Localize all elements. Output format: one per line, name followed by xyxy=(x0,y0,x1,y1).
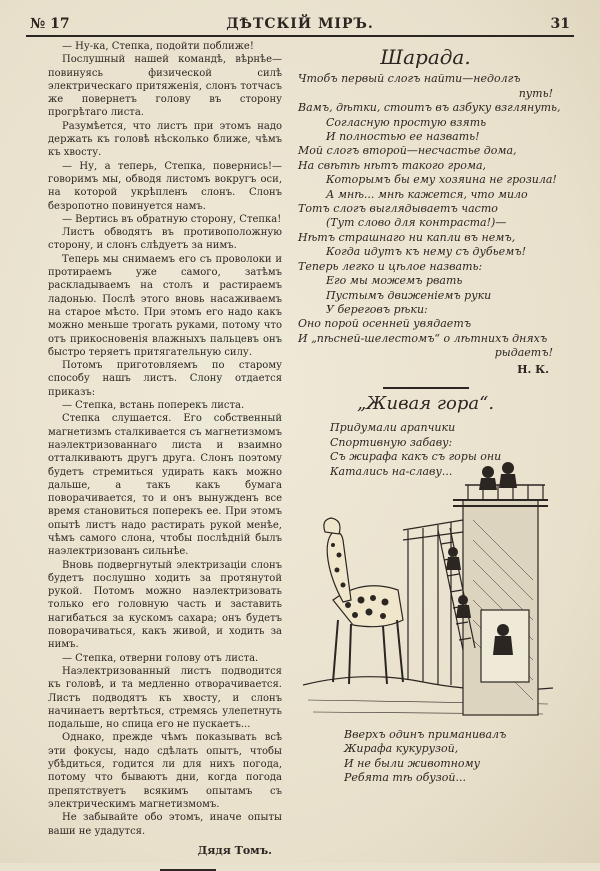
giraffe-illustration xyxy=(303,460,553,722)
paragraph: — Степка, отверни голову отъ листа. xyxy=(62,652,259,664)
verse-line: Которымъ бы ему хозяина не грозила! xyxy=(326,173,557,187)
paragraph: Послушный нашей командѣ, вѣрнѣе—повинуясь физической силѣ электрическаго притяженія, слонъ тотчасъ же повернетъ голову въ сторону прогрѣтаго листа. xyxy=(48,54,282,119)
paragraph: Листъ обводятъ въ противоположную сторону, и слонъ слѣдуетъ за нимъ. xyxy=(48,227,282,252)
verse-line: И не были животному xyxy=(344,756,481,770)
verse-line: (Тут слово для контраста!)— xyxy=(326,216,507,230)
verse-line: И „пѣсней-шелестомъ“ о лѣтнихъ дняхъ xyxy=(298,331,548,345)
section-rule xyxy=(383,387,469,389)
paragraph: Однако, прежде чѣмъ показывать всѣ эти фокусы, надо сдѣлать опытъ, чтобы убѣдиться, годится ли для нихъ погода, потому что бываютъ дни, когда погода препятствуетъ всякимъ опытамъ съ электрическимъ магнетизмомъ. xyxy=(48,732,282,810)
verse-line: Тотъ слогъ выглядываетъ часто xyxy=(298,202,498,216)
verse-line: Пустымъ движеніемъ руки xyxy=(326,288,492,302)
verse-line: Вамъ, дѣтки, стоитъ въ азбуку взглянуть, xyxy=(298,101,561,115)
poem-verse-bottom xyxy=(344,728,559,786)
verse-line: А мнѣ... мнѣ кажется, что мило xyxy=(326,187,528,201)
paragraph: — Ну, а теперь, Степка, повернись!—говоримъ мы, обводя листомъ вокругъ оси, на которой укрѣпленъ слонъ. Слонъ безропотно повинуется намъ. xyxy=(48,160,282,212)
verse-line: Теперь легко и цѣлое назвать: xyxy=(298,259,483,273)
verse-line: И полностью ее назвать! xyxy=(326,130,480,144)
magazine-title: ДѢТСКIЙ МIРЪ. xyxy=(226,16,374,32)
left-column xyxy=(48,40,282,871)
verse-line: Вверхъ одинъ приманивалъ xyxy=(344,728,507,741)
page-number: 31 xyxy=(550,16,570,32)
verse-line: Катались на-славу... xyxy=(330,464,453,478)
verse-line: Нѣтъ страшнаго ни капли въ немъ, xyxy=(298,230,516,244)
verse-line: Мой слогъ второй—несчастье дома, xyxy=(298,144,517,158)
signature: Дядя Томъ. xyxy=(197,843,272,857)
verse-line: Ребята тѣ обузой... xyxy=(344,771,466,785)
paragraph: Разумѣется, что листъ при этомъ надо держать къ головѣ нѣсколько ближе, чѣмъ къ хвосту. xyxy=(48,120,282,159)
header-rule xyxy=(26,35,574,37)
verse-line: рыдаетъ! xyxy=(494,346,553,360)
verse-line: путь! xyxy=(518,86,553,100)
charade-title: Шарада. xyxy=(380,45,471,69)
verse-line: Спортивную забаву: xyxy=(330,435,453,449)
right-column xyxy=(298,40,561,479)
paragraph: — Вертись въ обратную сторону, Степка! xyxy=(62,213,282,225)
issue-number: № 17 xyxy=(30,16,70,32)
verse-line: Когда идутъ къ нему съ дубьемъ! xyxy=(326,245,526,259)
verse-line: На свѣтѣ нѣтъ такого грома, xyxy=(298,158,487,172)
verse-line: У береговъ рѣки: xyxy=(326,302,428,316)
verse-line: Его мы можемъ рвать xyxy=(326,274,463,288)
paragraph: — Степка, встань поперекъ листа. xyxy=(62,400,245,412)
charade-author: Н. К. xyxy=(517,362,549,376)
charade-verse xyxy=(298,72,561,360)
paragraph: Степка слушается. Его собственный магнетизмъ сталкивается съ магнетизмомъ наэлектризованнаго листа и взаимно отталкиваютъ другъ друга. Слонъ поэтому будетъ стремиться удирать какъ можно дальше, а такъ какъ бумага поворачивается, то и онъ вынужденъ все время становиться поперекъ ее. При этомъ опытѣ листъ надо растирать рукой менѣе, чѣмъ самого слона, чтобы послѣдній былъ наэлектризованъ сильнѣе. xyxy=(48,413,282,558)
poem-title: „Живая гора“. xyxy=(356,392,495,414)
verse-line: Съ жирафа какъ съ горы они xyxy=(330,450,502,464)
paragraph: Не забывайте обо этомъ, иначе опыты ваши не удадутся. xyxy=(48,812,282,837)
verse-line: Придумали арапчики xyxy=(330,421,456,435)
paragraph: — Ну-ка, Степка, подойти поближе! xyxy=(62,41,254,52)
verse-line: Согласную простую взять xyxy=(326,115,487,129)
paragraph: Вновь подвергнутый электризаціи слонъ будетъ послушно ходить за протянутой рукой. Потомъ можно наэлектризовать только его головную часть и заставить нагибаться за кускомъ сахара; онъ будетъ поворачиваться, какъ живой, и ходить за нимъ. xyxy=(48,559,282,651)
paragraph: Наэлектризованный листъ подводится къ головѣ, и та медленно отворачивается. Листъ подводятъ къ хвосту, и слонъ начинаетъ вертѣться, стремясь улепетнуть подальше, но спица его не пускаетъ... xyxy=(48,665,282,731)
verse-line: Жирафа кукурузой, xyxy=(344,742,459,756)
paragraph: Потомъ приготовляемъ по старому способу нашъ листъ. Слону отдается приказъ: xyxy=(48,360,282,398)
verse-line: Оно порой осенней увядаетъ xyxy=(298,317,472,331)
paragraph: Теперь мы снимаемъ его съ проволоки и протираемъ уже самого, затѣмъ раскладываемъ на столъ и растираемъ ладонью. Послѣ этого вновь насаживаемъ на старое мѣсто. При этомъ его надо какъ можно меньше трогать руками, потому что отъ прикосновенія влажныхъ пальцевъ онъ быстро теряетъ притягательную силу. xyxy=(48,253,282,358)
verse-line: Чтобъ первый слогъ найти—недолгъ xyxy=(298,72,521,86)
